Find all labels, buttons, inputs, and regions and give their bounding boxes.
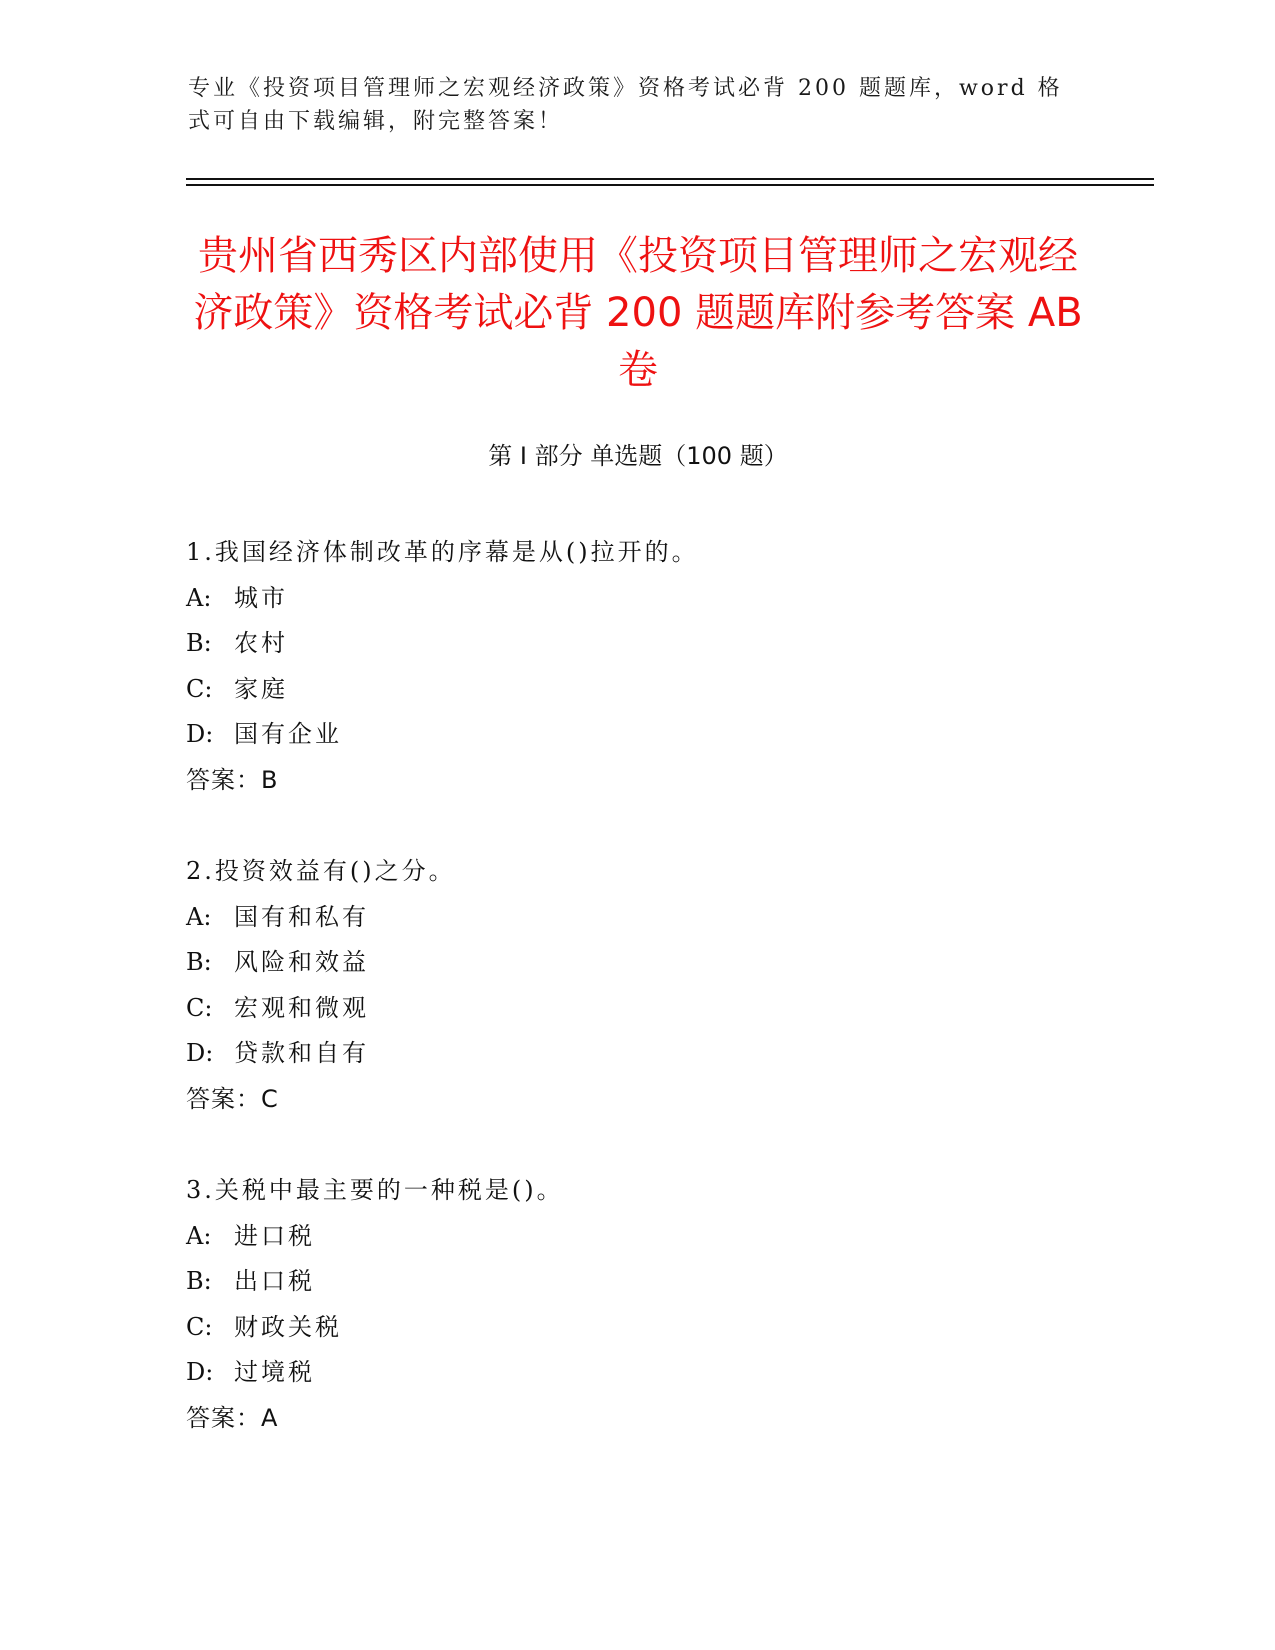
option-a (186, 895, 1066, 941)
option-text: 风险和效益 (234, 948, 369, 976)
option-text: 国有和私有 (234, 902, 369, 931)
option-key: B: (186, 629, 212, 657)
answer: 答案：A (186, 1403, 279, 1432)
option-key: D: (186, 1358, 214, 1386)
question-stem: 2.投资效益有()之分。 (186, 857, 456, 885)
option-text: 贷款和自有 (234, 1039, 369, 1067)
document-title: 贵州省西秀区内部使用《投资项目管理师之宏观经济政策》资格考试必背 200 题题库附参考答案 AB 卷 (193, 233, 1083, 393)
question-stem: 3.关税中最主要的一种税是()。 (186, 1176, 564, 1204)
option-text: 农村 (234, 629, 288, 657)
option-c (186, 667, 1066, 713)
question-3 (186, 1168, 1066, 1441)
answer: 答案：B (186, 765, 279, 794)
option-key: A: (186, 1221, 212, 1250)
option-a (186, 576, 1066, 622)
option-d (186, 1350, 1066, 1396)
option-text: 进口税 (234, 1221, 315, 1250)
option-key: D: (186, 720, 214, 748)
header-note: 专业《投资项目管理师之宏观经济政策》资格考试必背 200 题题库，word 格式可自由下载编辑，附完整答案！ (188, 76, 1063, 134)
option-d (186, 712, 1066, 758)
option-text: 家庭 (234, 674, 288, 703)
option-key: B: (186, 1267, 212, 1295)
option-key: C: (186, 993, 213, 1022)
option-text: 财政关税 (234, 1312, 342, 1341)
option-key: C: (186, 1312, 213, 1341)
option-b (186, 1259, 1066, 1305)
option-key: D: (186, 1039, 214, 1067)
option-key: A: (186, 902, 212, 931)
question-2 (186, 849, 1066, 1122)
option-b (186, 621, 1066, 667)
option-c (186, 986, 1066, 1032)
answer: 答案：C (186, 1084, 279, 1113)
option-text: 宏观和微观 (234, 993, 369, 1022)
option-key: B: (186, 948, 212, 976)
section-heading: 第 I 部分 单选题（100 题） (488, 442, 788, 470)
option-key: C: (186, 674, 213, 703)
option-a (186, 1214, 1066, 1260)
option-text: 出口税 (234, 1267, 315, 1295)
option-b (186, 940, 1066, 986)
header-divider-bottom (186, 184, 1154, 186)
option-text: 城市 (234, 583, 288, 612)
option-text: 国有企业 (234, 720, 342, 748)
option-key: A: (186, 583, 212, 612)
question-1 (186, 530, 1066, 803)
header-divider-top (186, 178, 1154, 180)
question-stem: 1.我国经济体制改革的序幕是从()拉开的。 (186, 538, 699, 566)
option-c (186, 1305, 1066, 1351)
option-d (186, 1031, 1066, 1077)
option-text: 过境税 (234, 1358, 315, 1386)
